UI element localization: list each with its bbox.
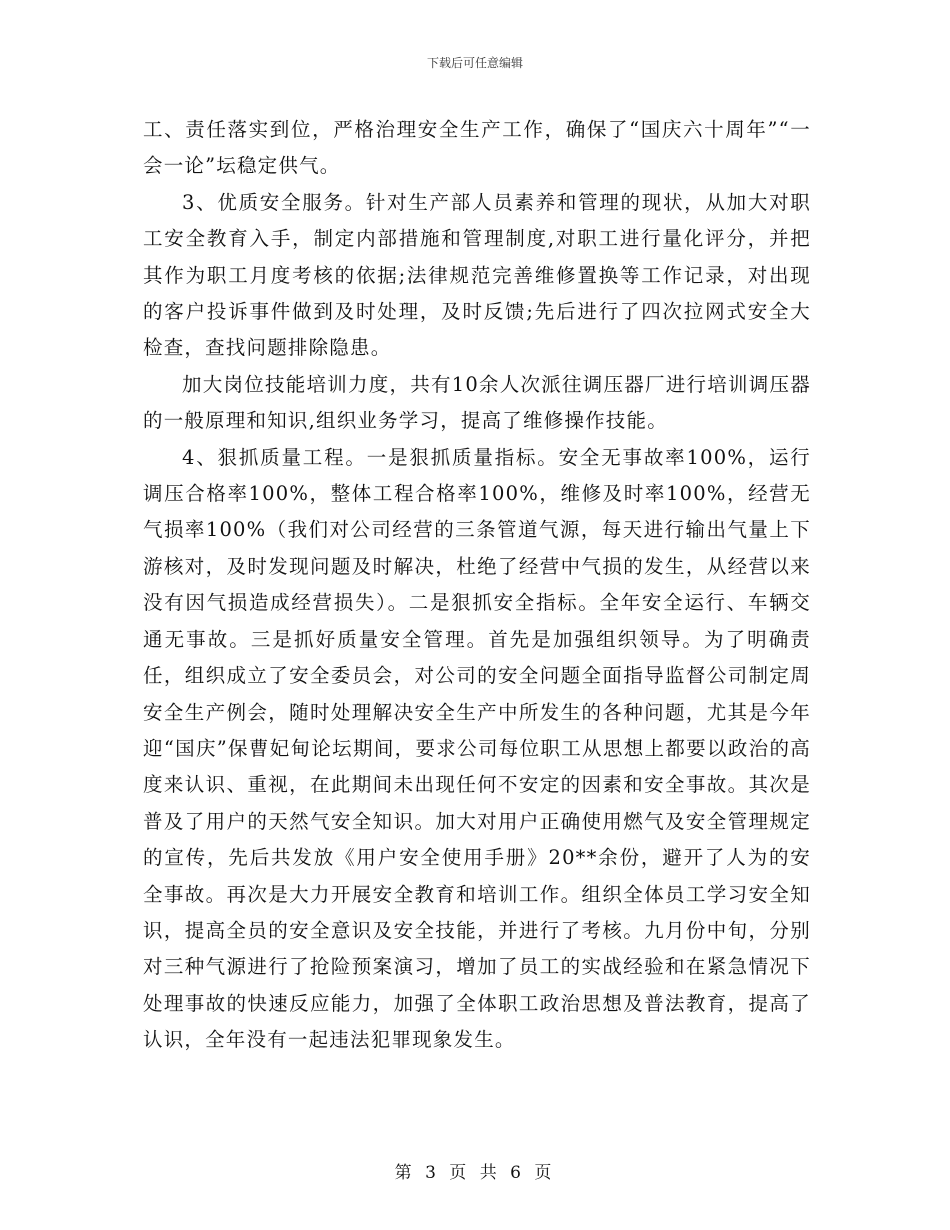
paragraph-quality-engineering: 4、狠抓质量工程。一是狠抓质量指标。安全无事故率100%，运行调压合格率100%，整体工程合格率100%，维修及时率100%，经营无气损率100%（我们对公司经营的三条管道气源，每天进行输出气量上下游核对，及时发现问题及时解决，杜绝了经营中气损的发生，从经营以来没有因气损造成经营损失）。二是狠抓安全指标。全年安全运行、车辆交通无事故。三是抓好质量安全管理。首先是加强组织领导。为了明确责任，组织成立了安全委员会，对公司的安全问题全面指导监督公司制定周安全生产例会，随时处理解决安全生产中所发生的各种问题，尤其是今年迎“国庆”保曹妃甸论坛期间，要求公司每位职工从思想上都要以政治的高度来认识、重视，在此期间未出现任何不安定的因素和安全事故。其次是普及了用户的天然气安全知识。加大对用户正确使用燃气及安全管理规定的宣传，先后共发放《用户安全使用手册》20**余份，避开了人为的安全事故。再次是大力开展安全教育和培训工作。组织全体员工学习安全知识，提高全员的安全意识及安全技能，并进行了考核。九月份中旬，分别对三种气源进行了抢险预案演习，增加了员工的实战经验和在紧急情况下处理事故的快速反应能力，加强了全体职工政治思想及普法教育，提高了认识，全年没有一起违法犯罪现象发生。 bbox=[143, 445, 811, 1052]
paragraph-training: 加大岗位技能培训力度，共有10余人次派往调压器厂进行培训调压器的一般原理和知识,组织业务学习，提高了维修操作技能。 bbox=[143, 372, 811, 433]
paragraph-quality-service: 3、优质安全服务。针对生产部人员素养和管理的现状，从加大对职工安全教育入手，制定内部措施和管理制度,对职工进行量化评分，并把其作为职工月度考核的依据;法律规范完善维修置换等工作记录，对出现的客户投诉事件做到及时处理，及时反馈;先后进行了四次拉网式安全大检查，查找问题排除隐患。 bbox=[143, 190, 811, 360]
page-header: 下载后可任意编辑 bbox=[426, 56, 523, 70]
document-body bbox=[143, 112, 811, 1059]
page-footer: 第 3 页 共 6 页 bbox=[394, 1163, 556, 1183]
paragraph-continuation: 工、责任落实到位，严格治理安全生产工作，确保了“国庆六十周年”“一会一论”坛稳定供气。 bbox=[143, 118, 811, 178]
